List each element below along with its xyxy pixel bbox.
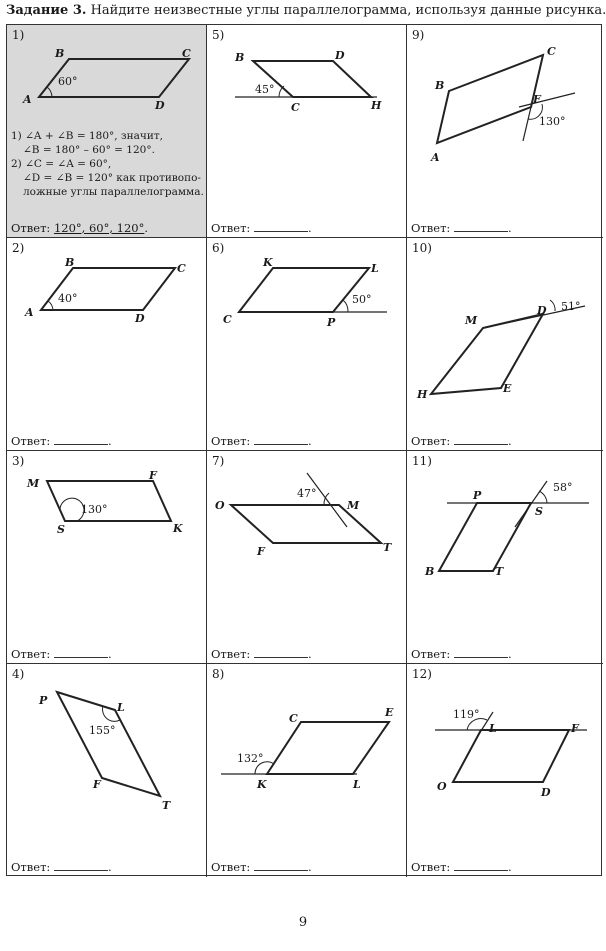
answer-line: Ответ: . bbox=[411, 860, 512, 874]
answer-label: Ответ: bbox=[411, 221, 451, 235]
problem-cell-1 bbox=[7, 25, 207, 238]
problem-number: 3) bbox=[12, 454, 25, 468]
problem-number: 7) bbox=[212, 454, 225, 468]
answer-blank[interactable] bbox=[454, 434, 508, 445]
vertex-label: H bbox=[371, 99, 382, 112]
problem-cell-9 bbox=[407, 25, 603, 238]
answer-line: Ответ: . bbox=[411, 221, 512, 235]
answer-label: Ответ: bbox=[211, 860, 251, 874]
vertex-label: D bbox=[155, 99, 165, 112]
parallelogram-figure bbox=[207, 25, 407, 238]
problem-cell-5 bbox=[207, 25, 407, 238]
vertex-label: A bbox=[25, 306, 34, 319]
answer-label: Ответ: bbox=[11, 860, 51, 874]
answer-line: Ответ: . bbox=[11, 647, 112, 661]
answer-blank[interactable] bbox=[54, 860, 108, 871]
vertex-label: D bbox=[135, 312, 145, 325]
task-text: Найдите неизвестные углы параллелограмма, используя данные рисунка. bbox=[90, 3, 606, 18]
answer-blank[interactable] bbox=[454, 647, 508, 658]
answer-period: . bbox=[144, 221, 149, 235]
vertex-label: C bbox=[289, 712, 298, 725]
vertex-label: T bbox=[162, 799, 171, 812]
answer-line: Ответ: . bbox=[411, 647, 512, 661]
problem-number: 12) bbox=[412, 667, 432, 681]
answer-blank[interactable] bbox=[254, 647, 308, 658]
parallelogram-figure bbox=[407, 25, 603, 238]
answer-label: Ответ: bbox=[211, 434, 251, 448]
vertex-label: A bbox=[23, 93, 32, 106]
vertex-label: K bbox=[263, 256, 273, 269]
answer-label: Ответ: bbox=[211, 221, 251, 235]
answer-line: Ответ: . bbox=[211, 434, 312, 448]
problem-cell-8 bbox=[207, 664, 407, 877]
vertex-label: B bbox=[435, 79, 445, 92]
answer-line: Ответ: . bbox=[11, 434, 112, 448]
solution-line: ложные углы параллелограмма. bbox=[23, 186, 204, 198]
parallelogram-figure bbox=[407, 664, 603, 877]
problem-cell-2 bbox=[7, 238, 207, 451]
vertex-label: K bbox=[257, 778, 267, 791]
solution-line: 1) ∠A + ∠B = 180°, значит, bbox=[11, 130, 163, 142]
answer-blank[interactable] bbox=[54, 647, 108, 658]
vertex-label: C bbox=[291, 101, 300, 114]
answer-label: Ответ: bbox=[411, 434, 451, 448]
vertex-label: O bbox=[215, 499, 225, 512]
problem-number: 2) bbox=[12, 241, 25, 255]
vertex-label: P bbox=[473, 489, 482, 502]
answer-line: Ответ: . bbox=[211, 221, 312, 235]
problem-number: 10) bbox=[412, 241, 432, 255]
problem-cell-10 bbox=[407, 238, 603, 451]
problem-cell-6 bbox=[207, 238, 407, 451]
vertex-label: F bbox=[533, 93, 541, 106]
vertex-label: F bbox=[571, 722, 579, 735]
answer-blank[interactable] bbox=[454, 860, 508, 871]
vertex-label: B bbox=[65, 256, 75, 269]
vertex-label: D bbox=[541, 786, 551, 799]
answer-label: Ответ: bbox=[11, 647, 51, 661]
vertex-label: T bbox=[495, 565, 504, 578]
vertex-label: D bbox=[335, 49, 345, 62]
vertex-label: F bbox=[93, 778, 101, 791]
angle-label: 132° bbox=[237, 752, 264, 765]
angle-label: 51° bbox=[561, 300, 581, 313]
problem-cell-12 bbox=[407, 664, 603, 877]
problem-cell-7 bbox=[207, 451, 407, 664]
vertex-label: F bbox=[149, 469, 157, 482]
vertex-label: E bbox=[385, 706, 394, 719]
parallelogram-figure bbox=[7, 238, 207, 451]
vertex-label: O bbox=[437, 780, 447, 793]
answer-line: Ответ: . bbox=[211, 647, 312, 661]
vertex-label: K bbox=[173, 522, 183, 535]
problem-cell-4 bbox=[7, 664, 207, 877]
answer-label: Ответ: bbox=[11, 434, 51, 448]
answer-label: Ответ: bbox=[411, 647, 451, 661]
angle-label: 58° bbox=[553, 481, 573, 494]
problem-number: 6) bbox=[212, 241, 225, 255]
answer-line: Ответ: . bbox=[211, 860, 312, 874]
vertex-label: P bbox=[39, 694, 48, 707]
answer-blank[interactable] bbox=[254, 860, 308, 871]
vertex-label: E bbox=[503, 382, 512, 395]
parallelogram-figure bbox=[207, 664, 407, 877]
parallelogram-figure bbox=[407, 451, 603, 664]
answer-line: Ответ: . bbox=[11, 860, 112, 874]
answer-line bbox=[11, 221, 148, 235]
vertex-label: A bbox=[431, 151, 440, 164]
problem-number: 8) bbox=[212, 667, 225, 681]
angle-label: 119° bbox=[453, 708, 480, 721]
answer-line: Ответ: . bbox=[411, 434, 512, 448]
answer-blank[interactable] bbox=[454, 221, 508, 232]
problem-number: 5) bbox=[212, 28, 225, 42]
parallelogram-figure bbox=[207, 451, 407, 664]
answer-label: Ответ: bbox=[211, 647, 251, 661]
problem-cell-3 bbox=[7, 451, 207, 664]
vertex-label: S bbox=[57, 523, 65, 536]
vertex-label: C bbox=[177, 262, 186, 275]
angle-label: 40° bbox=[58, 292, 78, 305]
solution-line: ∠B = 180° – 60° = 120°. bbox=[23, 144, 155, 156]
angle-label: 47° bbox=[297, 487, 317, 500]
problem-number: 9) bbox=[412, 28, 425, 42]
parallelogram-figure bbox=[207, 238, 407, 451]
angle-label: 130° bbox=[539, 115, 566, 128]
vertex-label: H bbox=[417, 388, 428, 401]
vertex-label: B bbox=[55, 47, 65, 60]
vertex-label: L bbox=[117, 701, 125, 714]
vertex-label: L bbox=[353, 778, 361, 791]
answer-blank[interactable] bbox=[54, 434, 108, 445]
vertex-label: M bbox=[347, 499, 360, 512]
parallelogram-figure bbox=[7, 451, 207, 664]
solution-text bbox=[11, 129, 204, 199]
vertex-label: F bbox=[257, 545, 265, 558]
vertex-label: M bbox=[465, 314, 478, 327]
solution-line: ∠D = ∠B = 120° как противопо- bbox=[23, 172, 201, 184]
angle-label: 60° bbox=[58, 75, 78, 88]
answer-blank[interactable] bbox=[254, 221, 308, 232]
vertex-label: C bbox=[182, 47, 191, 60]
answer-value: 120°, 60°, 120° bbox=[53, 221, 145, 235]
problem-number: 11) bbox=[412, 454, 432, 468]
angle-label: 45° bbox=[255, 83, 275, 96]
parallelogram-figure bbox=[7, 664, 207, 877]
answer-blank[interactable] bbox=[254, 434, 308, 445]
parallelogram-figure bbox=[407, 238, 603, 451]
vertex-label: C bbox=[547, 45, 556, 58]
problem-number: 4) bbox=[12, 667, 25, 681]
vertex-label: L bbox=[371, 262, 379, 275]
vertex-label: B bbox=[235, 51, 245, 64]
problem-cell-11 bbox=[407, 451, 603, 664]
answer-label: Ответ: bbox=[411, 860, 451, 874]
vertex-label: P bbox=[327, 316, 336, 329]
problem-number: 1) bbox=[12, 28, 25, 42]
vertex-label: L bbox=[489, 722, 497, 735]
vertex-label: D bbox=[537, 304, 547, 317]
task-label: Задание 3. bbox=[6, 3, 87, 18]
vertex-label: M bbox=[27, 477, 40, 490]
angle-label: 155° bbox=[89, 724, 116, 737]
vertex-label: T bbox=[383, 541, 392, 554]
answer-label: Ответ: bbox=[11, 221, 51, 235]
task-header bbox=[6, 3, 606, 18]
problem-grid bbox=[6, 24, 602, 876]
angle-label: 130° bbox=[81, 503, 108, 516]
vertex-label: B bbox=[425, 565, 435, 578]
page-number: 9 bbox=[298, 915, 308, 930]
solution-line: 2) ∠C = ∠A = 60°, bbox=[11, 158, 112, 170]
vertex-label: C bbox=[223, 313, 232, 326]
angle-label: 50° bbox=[352, 293, 372, 306]
vertex-label: S bbox=[535, 505, 543, 518]
